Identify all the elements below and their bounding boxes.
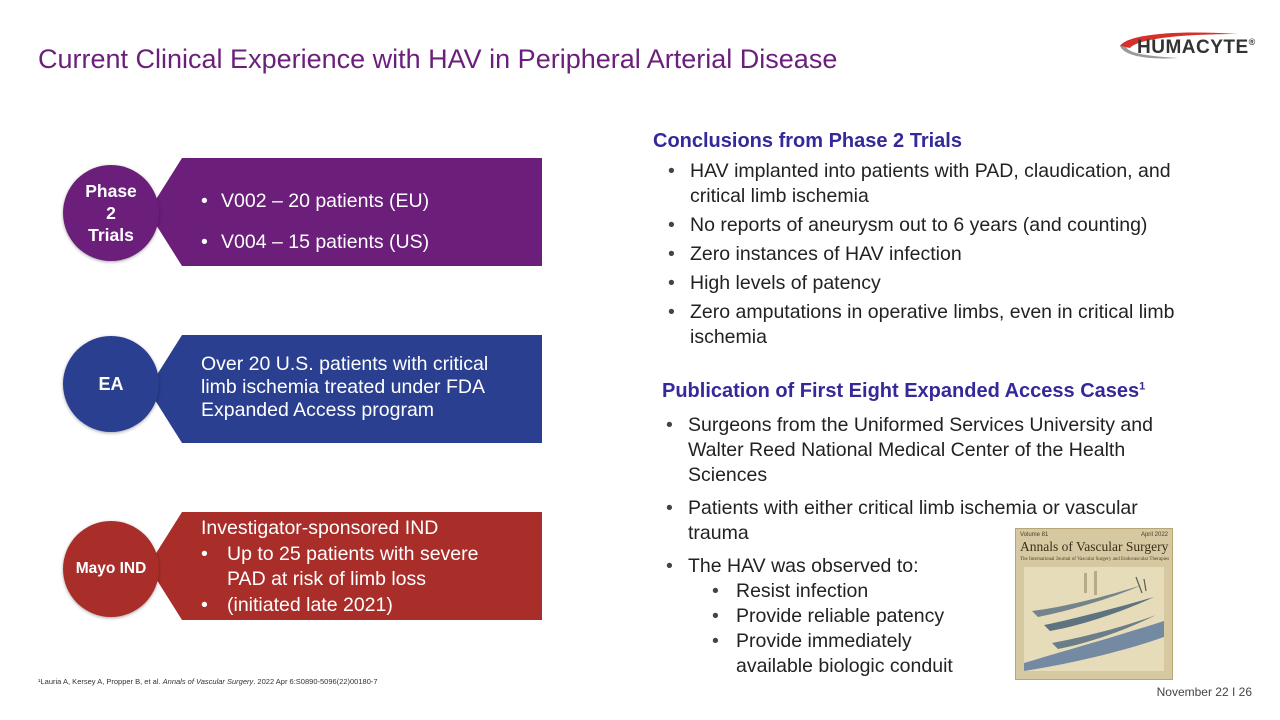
fish-illustration-icon: [1024, 567, 1164, 671]
publication-line: available biologic conduit: [736, 655, 953, 677]
conclusions-list: [662, 159, 1262, 350]
page-number: November 22 I 26: [1156, 685, 1252, 699]
conclusion-line: critical limb ischemia: [690, 185, 869, 207]
footnote: [38, 677, 378, 686]
mayo-bullet: • (initiated late 2021): [201, 593, 393, 616]
ea-circle: [63, 336, 159, 432]
publication-line: • The HAV was observed to:: [688, 555, 919, 577]
conclusion-item: [662, 242, 1262, 267]
journal-subtitle: The International Journal of Vascular Surgery and Endovascular Therapies: [1020, 557, 1170, 562]
publication-heading: [662, 380, 1145, 403]
conclusion-item: [662, 213, 1262, 238]
registered-mark: ®: [1248, 37, 1256, 47]
phase2-circle-line: Phase: [85, 181, 137, 201]
journal-artwork: [1024, 567, 1164, 671]
phase2-bullets: [195, 181, 429, 263]
mayo-bullet: • Up to 25 patients with severe PAD at risk of limb loss: [201, 542, 478, 593]
publication-line: • Provide immediately: [736, 630, 912, 652]
slide-title: Current Clinical Experience with HAV in Peripheral Arterial Disease: [38, 44, 838, 74]
phase2-box: [148, 158, 542, 266]
ea-text-line: limb ischemia treated under FDA: [201, 376, 485, 398]
conclusion-line: • Zero amputations in operative limbs, even in critical limb: [690, 301, 1175, 323]
conclusion-line: • HAV implanted into patients with PAD, claudication, and: [690, 160, 1171, 182]
publication-line: Walter Reed National Medical Center of the Health: [688, 439, 1126, 461]
mayo-bullet-line: Up to 25 patients with severe: [227, 542, 479, 565]
publication-line: • Provide reliable patency: [736, 605, 945, 627]
footnote-journal: Annals of Vascular Surgery: [162, 677, 254, 686]
publication-line: • Surgeons from the Uniformed Services University and: [688, 414, 1153, 436]
logo-text: [1137, 37, 1256, 59]
ea-circle-label: EA: [98, 373, 124, 394]
journal-cover-image: [1015, 528, 1173, 680]
publication-line: • Patients with either critical limb ischemia or vascular: [688, 497, 1138, 519]
mayo-heading: Investigator-sponsored IND: [201, 517, 439, 539]
ea-text-line: Expanded Access program: [201, 399, 435, 421]
phase2-bullet: • V002 – 20 patients (EU): [195, 181, 429, 222]
mayo-box: [148, 512, 542, 620]
mayo-text: [201, 516, 478, 618]
phase2-circle-line: Trials: [88, 225, 134, 245]
conclusion-line: ischemia: [690, 326, 767, 348]
mayo-bullet-line: (initiated late 2021): [227, 593, 393, 616]
journal-header: [1020, 532, 1168, 538]
phase2-circle-line: 2: [106, 203, 116, 223]
ea-text: [201, 353, 488, 422]
conclusion-item: [662, 271, 1262, 296]
publication-item: [660, 413, 1220, 488]
publication-heading-text: Publication of First Eight Expanded Access Cases: [662, 380, 1140, 402]
footnote-authors: ¹Lauria A, Kersey A, Propper B, et al.: [38, 677, 163, 686]
conclusion-item: [662, 159, 1262, 209]
conclusion-line: • No reports of aneurysm out to 6 years (and counting): [690, 214, 1148, 236]
publication-heading-sup: 1: [1139, 380, 1146, 393]
conclusion-line: • High levels of patency: [690, 272, 881, 294]
ea-text-line: Over 20 U.S. patients with critical: [201, 353, 489, 375]
journal-date: April 2022: [1140, 532, 1168, 538]
mayo-circle: [63, 521, 159, 617]
publication-line: Sciences: [688, 464, 768, 486]
publication-line: • Resist infection: [736, 580, 869, 602]
ea-box: [148, 335, 542, 443]
conclusions-heading: Conclusions from Phase 2 Trials: [653, 130, 962, 152]
conclusion-line: • Zero instances of HAV infection: [690, 243, 962, 265]
mayo-circle-label: Mayo IND: [75, 560, 147, 577]
mayo-bullet-line: PAD at risk of limb loss: [227, 568, 427, 590]
phase2-circle: [63, 165, 159, 261]
humacyte-logo: [1118, 30, 1258, 62]
phase2-bullet: • V004 – 15 patients (US): [195, 222, 429, 263]
journal-volume: Volume 81: [1020, 532, 1049, 538]
conclusion-item: [662, 300, 1262, 350]
journal-title: Annals of Vascular Surgery: [1020, 539, 1169, 554]
publication-line: trauma: [688, 522, 749, 544]
logo-wordmark: HUMACYTE: [1137, 37, 1249, 58]
footnote-citation: . 2022 Apr 6:S0890-5096(22)00180-7: [253, 677, 378, 686]
